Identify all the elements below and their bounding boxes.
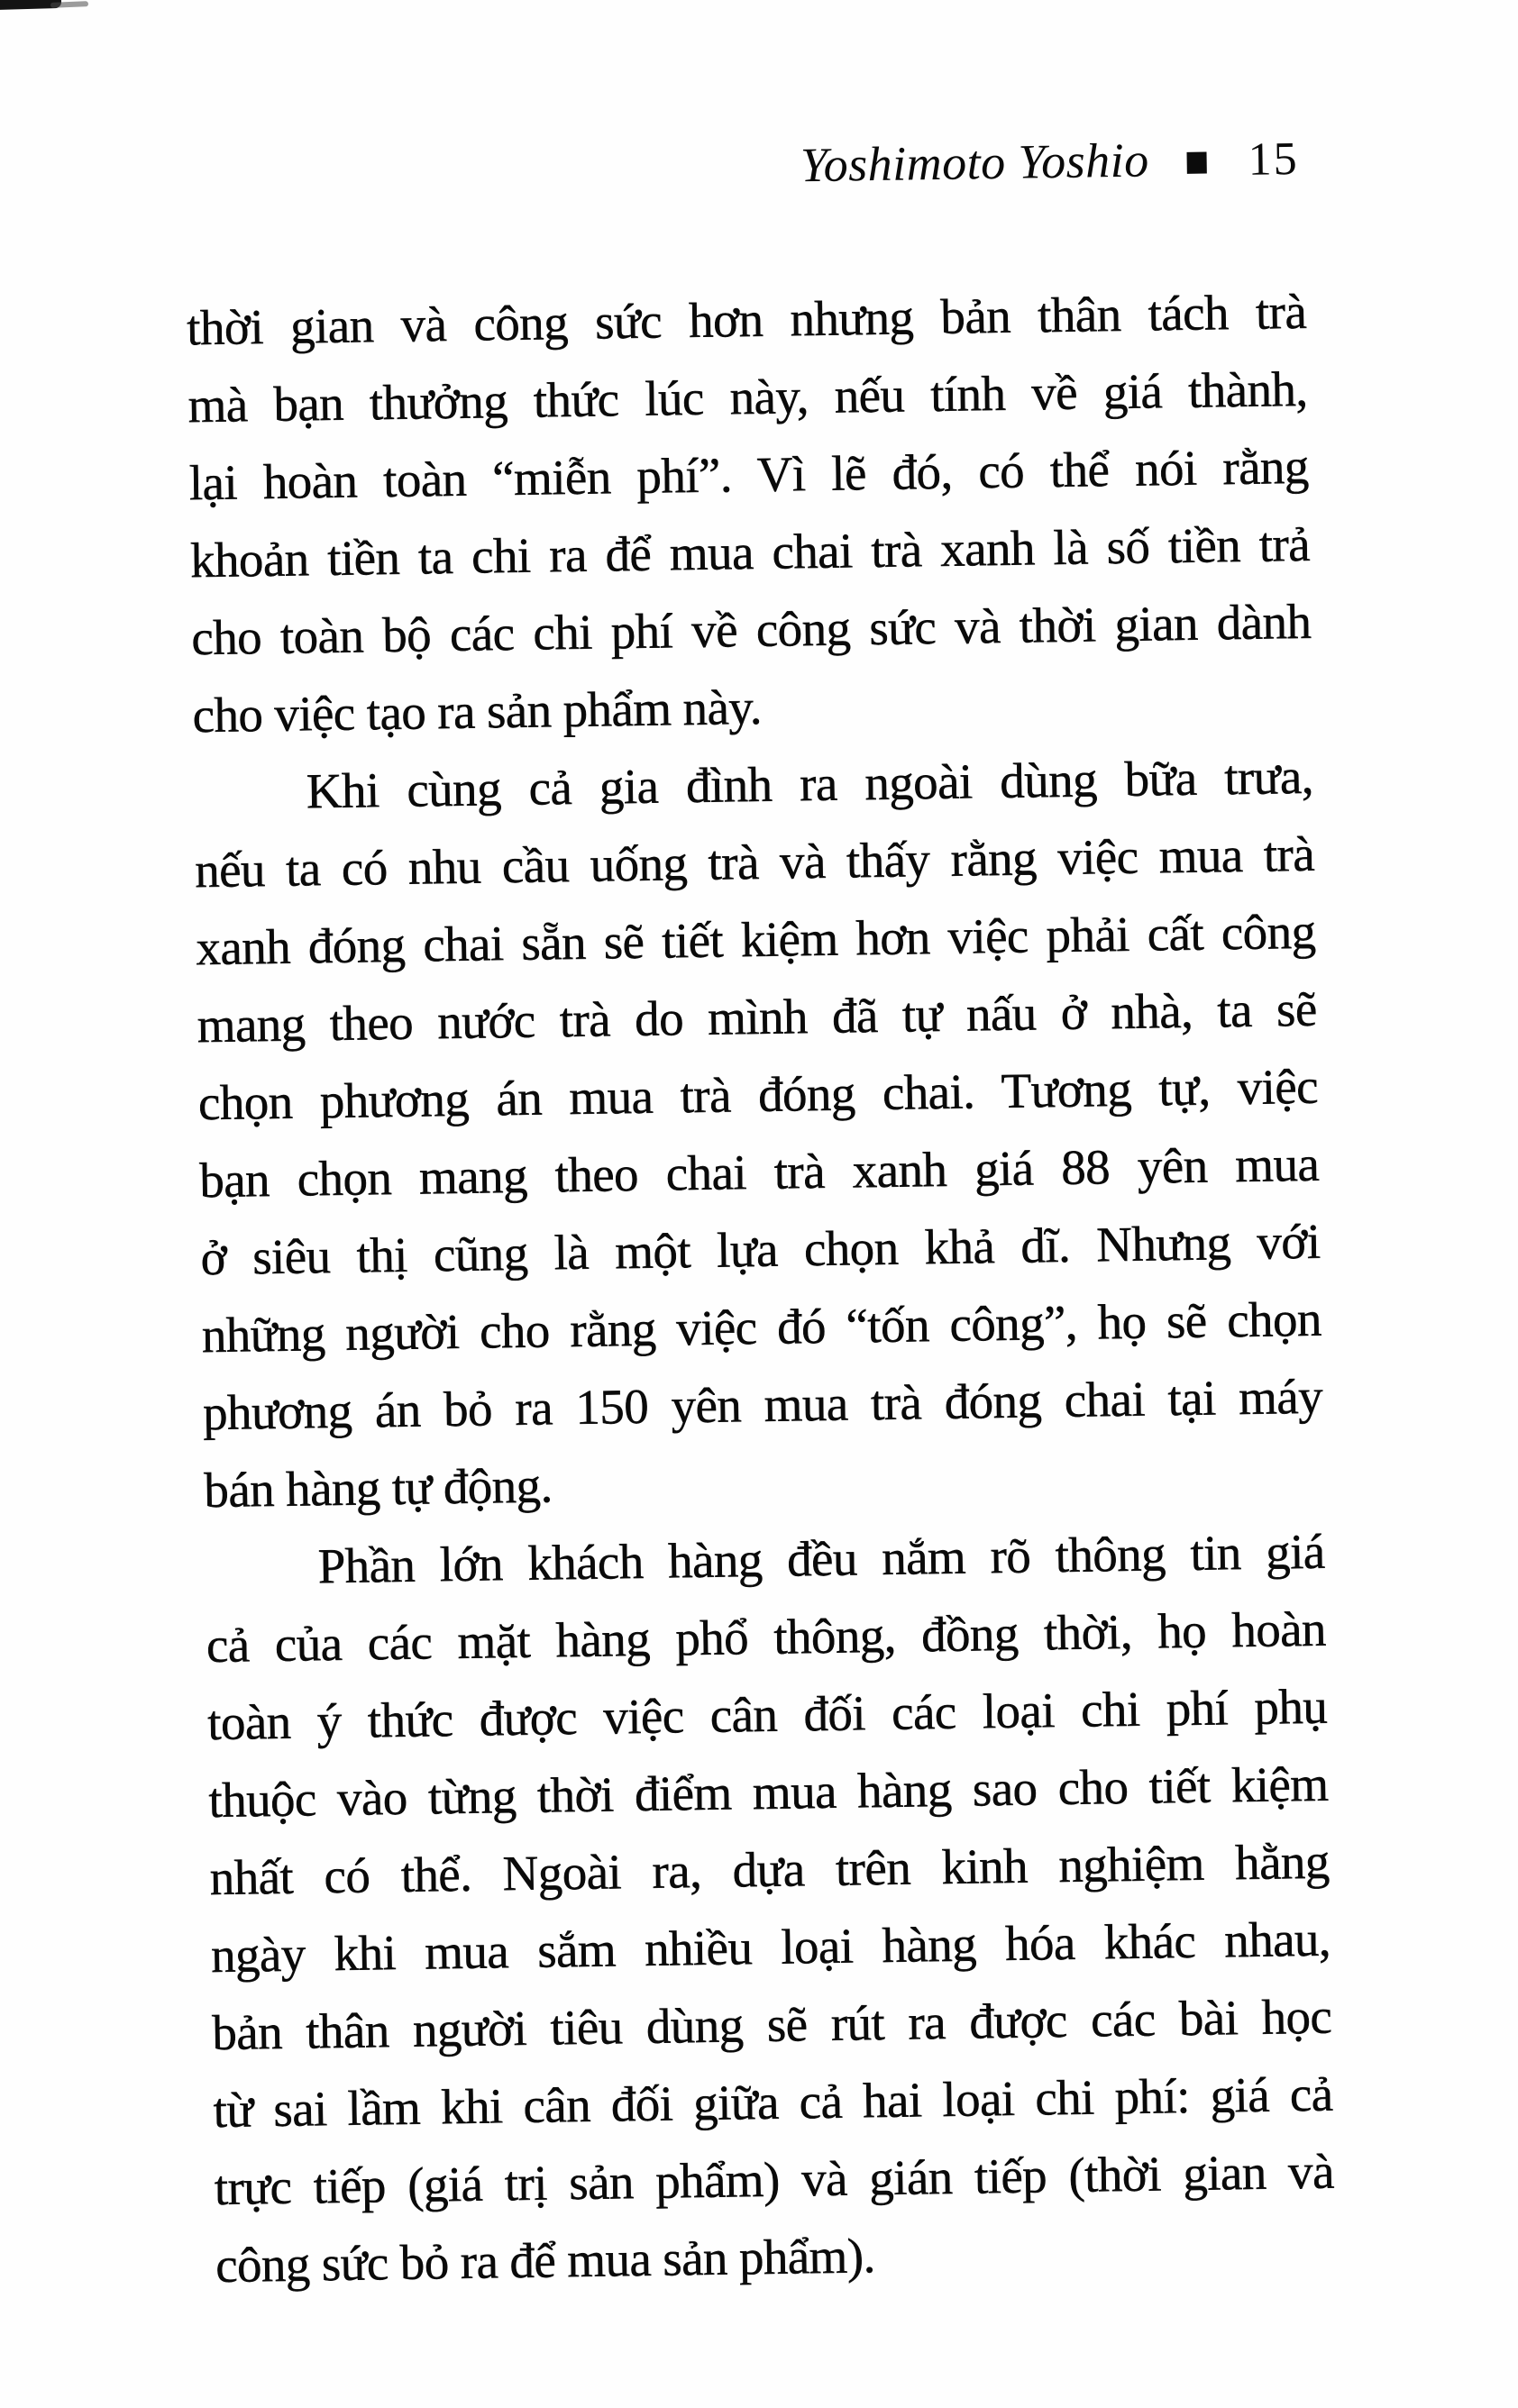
text-line: mang theo nước trà do mình đã tự nấu ở nhà, ta sẽ: [197, 981, 1318, 1054]
text-line: công sức bỏ ra để mua sản phẩm).: [215, 2228, 876, 2294]
text-line: cho việc tạo ra sản phẩm này.: [192, 679, 763, 743]
text-line: chọn phương án mua trà đóng chai. Tương tự, việc: [197, 1058, 1319, 1131]
text-line: bản thân người tiêu dùng sẽ rút ra được các bài học: [211, 1988, 1332, 2061]
text-line: ở siêu thị cũng là một lựa chọn khả dĩ. Nhưng với: [200, 1213, 1321, 1286]
text-line: toàn ý thức được việc cân đối các loại chi phí phụ: [206, 1678, 1328, 1751]
text-line: thuộc vào từng thời điểm mua hàng sao cho tiết kiệm: [208, 1756, 1329, 1829]
text-line: cả của các mặt hàng phổ thông, đồng thời, họ hoàn: [206, 1601, 1327, 1674]
text-line: bạn chọn mang theo chai trà xanh giá 88 yên mua: [198, 1136, 1320, 1209]
body-text: [187, 273, 1336, 2304]
paragraph: [205, 1513, 1336, 2304]
page-content: [184, 132, 1335, 2304]
paragraph: [187, 273, 1313, 754]
text-line: lại hoàn toàn “miễn phí”. Vì lẽ đó, có thể nói rằng: [188, 438, 1310, 511]
text-line: ngày khi mua sắm nhiều loại hàng hóa khác nhau,: [210, 1911, 1331, 1984]
text-line: bán hàng tự động.: [203, 1457, 553, 1519]
running-header: [184, 132, 1304, 212]
scan-smudge-artifact-tail: [50, 1, 88, 8]
text-line: khoản tiền ta chi ra để mua chai trà xanh là số tiền trả: [189, 515, 1311, 588]
square-bullet-icon: [1187, 152, 1207, 174]
text-line: mà bạn thưởng thức lúc này, nếu tính về giá thành,: [187, 360, 1308, 433]
text-line: xanh đóng chai sẵn sẽ tiết kiệm hơn việc phải cất công: [196, 903, 1316, 976]
text-line: những người cho rằng việc đó “tốn công”, họ sẽ chọn: [201, 1291, 1322, 1364]
text-line: từ sai lầm khi cân đối giữa cả hai loại chi phí: giá cả: [213, 2066, 1333, 2139]
text-line: trực tiếp (giá trị sản phẩm) và gián tiếp (thời gian và: [214, 2143, 1335, 2216]
text-line: phương án bỏ ra 150 yên mua trà đóng chai tại máy: [202, 1368, 1323, 1441]
text-line: cho toàn bộ các chi phí về công sức và thời gian dành: [190, 593, 1312, 666]
paragraph: [193, 738, 1324, 1529]
page-number: 15: [1248, 133, 1300, 186]
text-line: thời gian và công sức hơn nhưng bản thân tách trà: [186, 283, 1307, 356]
text-line: nếu ta có nhu cầu uống trà và thấy rằng việc mua trà: [194, 825, 1315, 898]
running-header-author: Yoshimoto Yoshio: [800, 132, 1150, 193]
text-line: nhất có thể. Ngoài ra, dựa trên kinh nghiệm hằng: [209, 1833, 1331, 1906]
text-line: Khi cùng cả gia đình ra ngoài dùng bữa trưa,: [306, 748, 1314, 819]
text-line: Phần lớn khách hàng đều nắm rõ thông tin giá: [317, 1523, 1325, 1594]
